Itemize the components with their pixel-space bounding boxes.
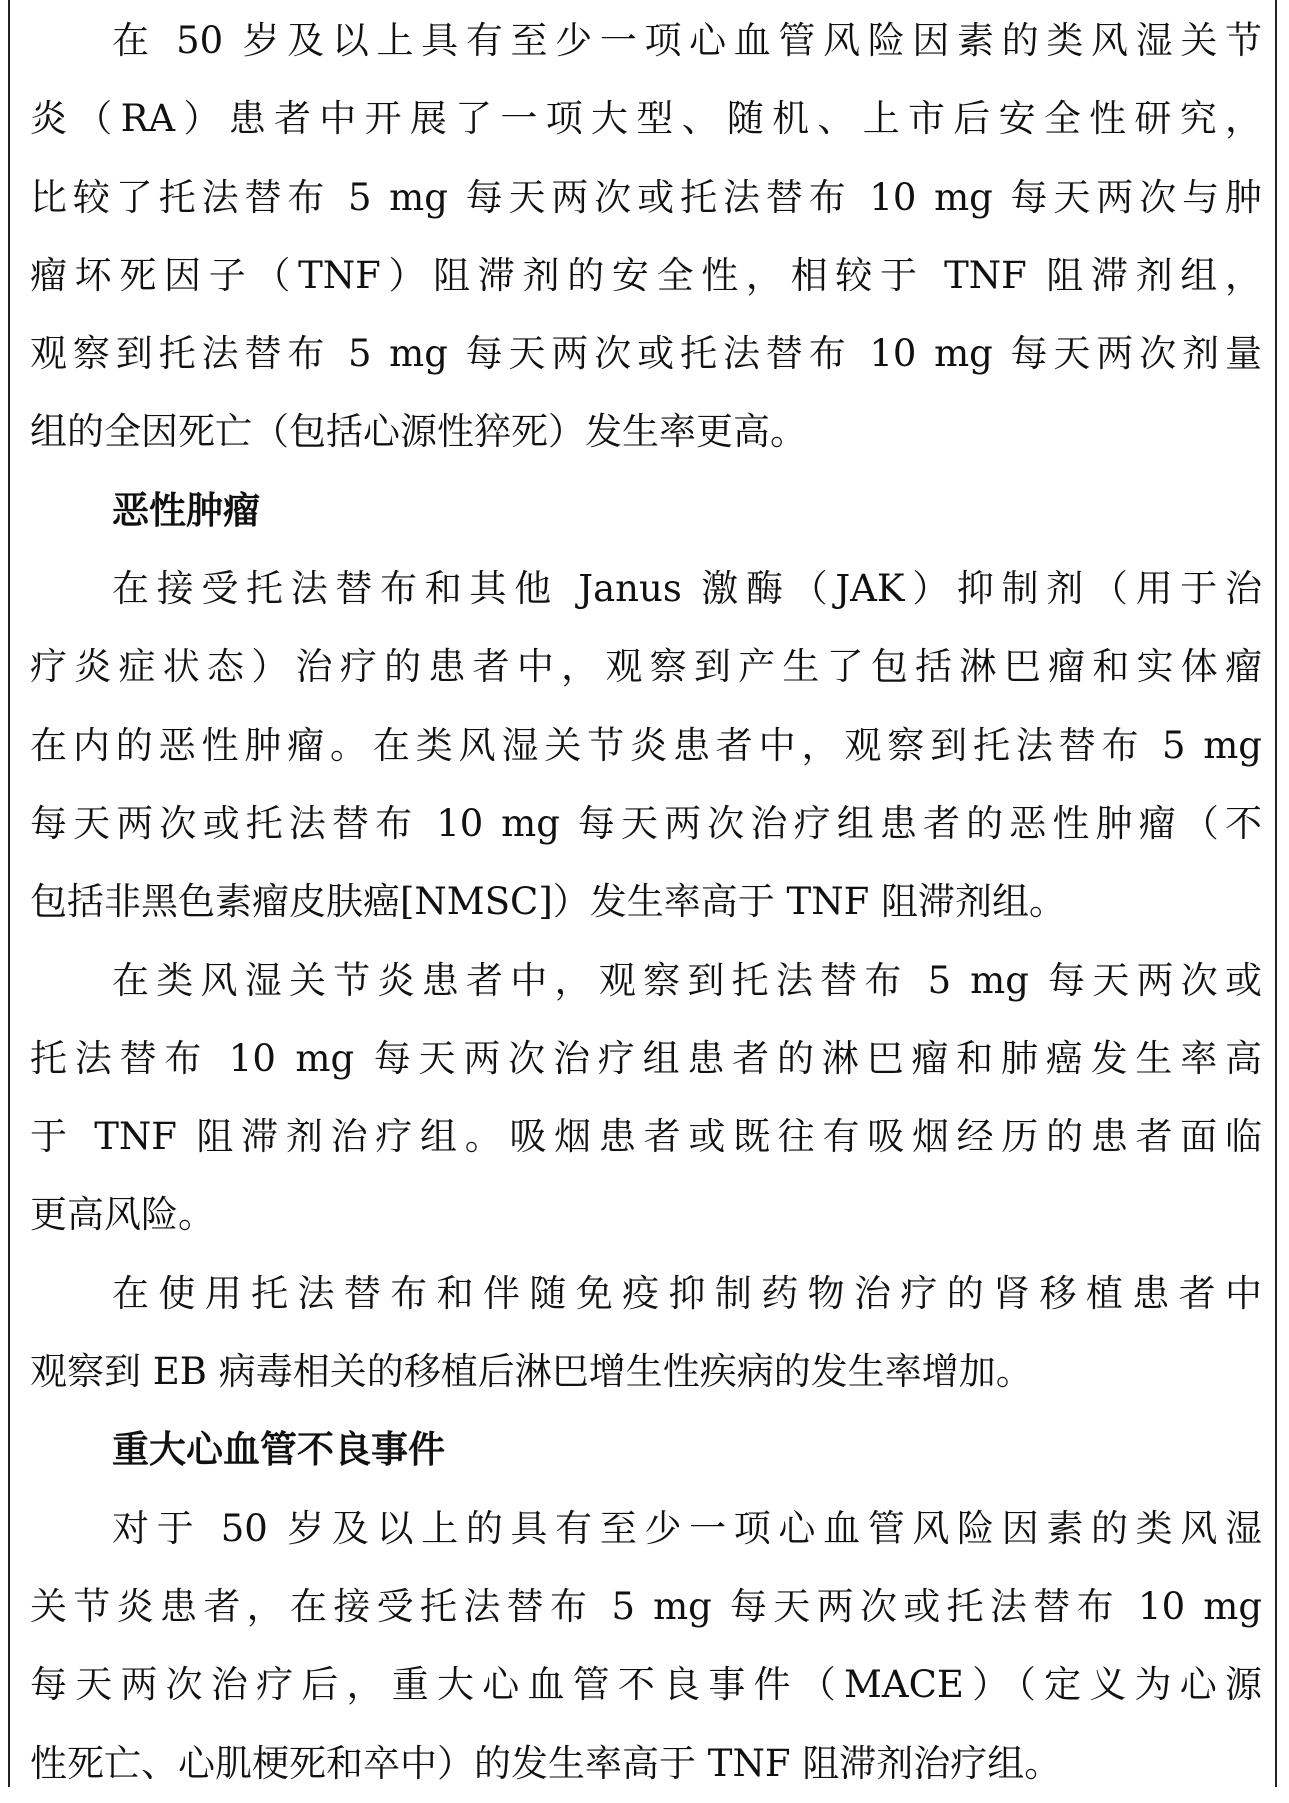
paragraph-line: 更高风险。 (30, 1193, 215, 1237)
section-heading-malignancy: 恶性肿瘤 (112, 488, 260, 532)
paragraph-line: 观察到 EB 病毒相关的移植后淋巴增生性疾病的发生率增加。 (30, 1350, 1033, 1394)
paragraph-line: 在内的恶性肿瘤。在类风湿关节炎患者中，观察到托法替布 5 mg (30, 723, 1262, 767)
paragraph-line: 于 TNF 阻滞剂治疗组。吸烟患者或既往有吸烟经历的患者面临 (30, 1115, 1262, 1159)
paragraph-lymphoma-lung-cancer (30, 942, 1262, 1255)
left-border-line (8, 0, 10, 1787)
paragraph-line: 炎（RA）患者中开展了一项大型、随机、上市后安全性研究， (30, 97, 1262, 141)
paragraph-line: 对于 50 岁及以上的具有至少一项心血管风险因素的类风湿 (112, 1506, 1262, 1550)
document-body (30, 2, 1262, 1803)
paragraph-line: 性死亡、心肌梗死和卒中）的发生率高于 TNF 阻滞剂治疗组。 (30, 1741, 1062, 1785)
paragraph-line: 托法替布 10 mg 每天两次治疗组患者的淋巴瘤和肺癌发生率高 (30, 1036, 1262, 1080)
paragraph-line: 组的全因死亡（包括心源性猝死）发生率更高。 (30, 410, 807, 454)
paragraph-line: 在类风湿关节炎患者中，观察到托法替布 5 mg 每天两次或 (112, 958, 1262, 1002)
section-heading-mace: 重大心血管不良事件 (112, 1428, 445, 1472)
paragraph-malignancy-jak (30, 550, 1262, 941)
right-border-line (1275, 0, 1277, 1787)
paragraph-line: 比较了托法替布 5 mg 每天两次或托法替布 10 mg 每天两次与肿 (30, 175, 1262, 219)
paragraph-line: 关节炎患者，在接受托法替布 5 mg 每天两次或托法替布 10 mg (30, 1584, 1262, 1628)
paragraph-mace (30, 1490, 1262, 1803)
paragraph-line: 每天两次治疗后，重大心血管不良事件（MACE）（定义为心源 (30, 1663, 1262, 1707)
paragraph-line: 包括非黑色素瘤皮肤癌[NMSC]）发生率高于 TNF 阻滞剂组。 (30, 880, 1067, 924)
paragraph-kidney-transplant (30, 1255, 1262, 1412)
paragraph-line: 在接受托法替布和其他 Janus 激酶（JAK）抑制剂（用于治 (112, 567, 1262, 611)
paragraph-line: 在 50 岁及以上具有至少一项心血管风险因素的类风湿关节 (112, 19, 1262, 62)
paragraph-line: 疗炎症状态）治疗的患者中，观察到产生了包括淋巴瘤和实体瘤 (30, 645, 1262, 689)
paragraph-line: 瘤坏死因子（TNF）阻滞剂的安全性，相较于 TNF 阻滞剂组， (30, 253, 1262, 297)
paragraph-line: 在使用托法替布和伴随免疫抑制药物治疗的肾移植患者中 (112, 1271, 1262, 1315)
paragraph-line: 每天两次或托法替布 10 mg 每天两次治疗组患者的恶性肿瘤（不 (30, 801, 1262, 845)
paragraph-mortality (30, 2, 1262, 472)
paragraph-line: 观察到托法替布 5 mg 每天两次或托法替布 10 mg 每天两次剂量 (30, 332, 1262, 376)
